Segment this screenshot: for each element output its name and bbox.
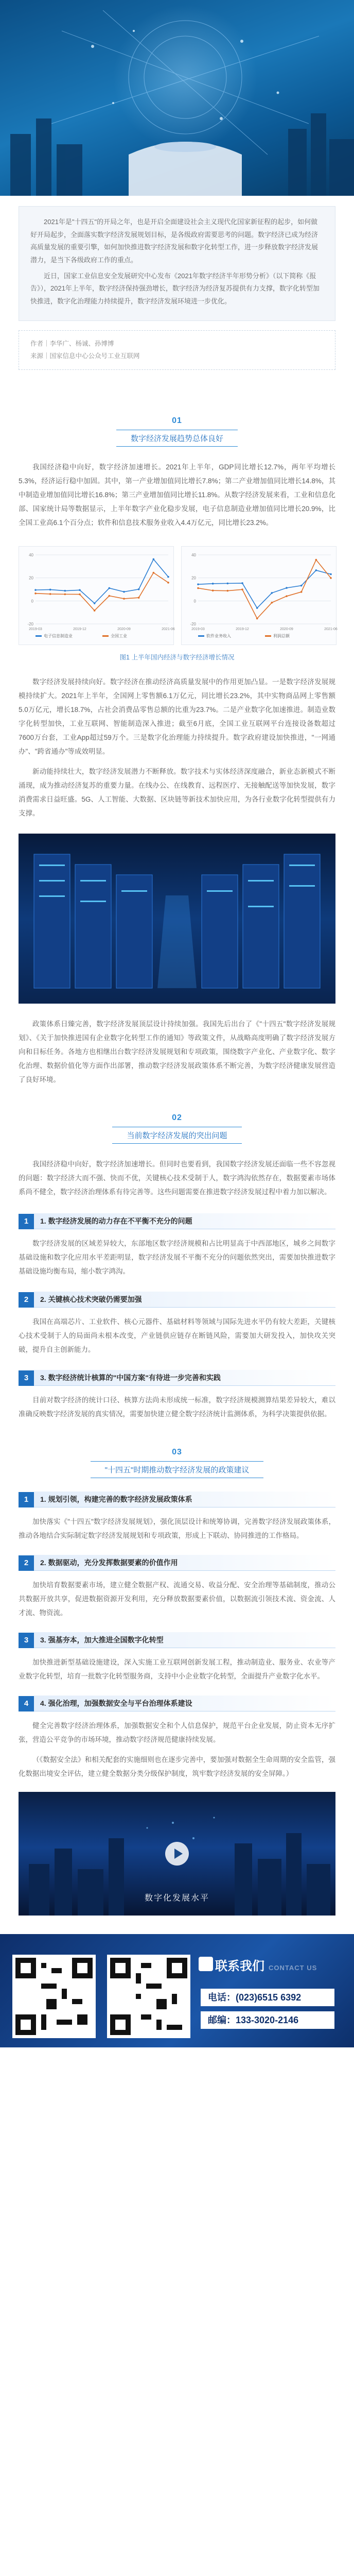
y-tick-label: 0 [193, 599, 196, 604]
section-2-item-2-body [19, 1315, 335, 1357]
section-1-body [19, 460, 335, 530]
qr-code-left [12, 1955, 96, 2038]
section-3-number: 03 [172, 1448, 182, 1457]
y-tick-label: 20 [29, 575, 33, 581]
item-number: 3 [19, 1370, 34, 1386]
section-1-paragraph-1: 我国经济稳中向好，数字经济加速增长。2021年上半年，GDP同比增长12.7%，两年平均增长5.3%，经济运行稳中加固。其中，第一产业增加值同比增长7.8%；第二产业增加值同比增长14.8%，其中制造业增加值同比增长16.8%；第三产业增加值同比增长11.8%。从数字经济发展来看，工业和信息化部、国家统计局等数据显示，上半年数字产业化稳步发展，电子信息制造业增加值同比增长20.9%，比全国工业高6.1个百分点；软件和信息技术服务业收入4.4万亿元，同比增长23.2%。 [19, 463, 335, 527]
section-3-item-1-tag [19, 1492, 335, 1507]
x-tick-label: 2020-09 [117, 628, 131, 632]
section-3-item-4-tag [19, 1696, 335, 1711]
item-heading: 3. 强基夯本，加大推进全国数字化转型 [34, 1632, 335, 1648]
section-2-item-3-body [19, 1393, 335, 1421]
intro-paragraph-1: 2021年是"十四五"的开局之年，也是开启全面建设社会主义现代化国家新征程的起步，如何做好开局起步，全面落实数字经济发展规划目标，是各级政府需要思考的问题。数字经济已成为经济高质量发展的重要引擎，如何加快推进数字经济发展和数字化转型工作，进一步释放数字经济发展潜力，是当下各级政府工作的重点。 [30, 218, 318, 264]
section-1b-paragraph-1: 数字经济发展持续向好。数字经济在推动经济高质量发展中的作用更加凸显。一是数字经济发展规模持续扩大。2021年上半年，全国网上零售额6.1万亿元，同比增长23.2%，其中实物商品网上零售额5.0万亿元，增长18.7%，占社会消费品零售总额的比重为23.7%。二是产业数字化加速推进。制造业数字化转型加快，工业互联网、智能制造深入推进；截至6月底，全国工业互联网平台连接设备数超过7600万台套，工业App超过59万个。三是数字化治理能力持续提升。数字政府建设加快推进，"一网通办"、"跨省通办"等成效明显。 [19, 678, 335, 756]
data-point [123, 591, 125, 593]
section-2-item-1-body [19, 1236, 335, 1278]
x-tick-label: 2020-09 [280, 628, 293, 632]
data-point [123, 598, 125, 600]
section-2-paragraph-1: 我国经济稳中向好，数字经济加速增长。但同时也要看到，我国数字经济发展还面临一些不容忽视的问题：数字经济大而不强、快而不优，关键核心技术受制于人，数字鸿沟依然存在，数据要素市场体系尚不健全，数字经济治理体系有待完善等。这些问题需要在推进数字经济发展过程中着力加以解决。 [19, 1160, 335, 1196]
data-point [330, 577, 332, 579]
y-tick-label: 40 [191, 553, 196, 558]
intro-paragraph-2: 近日，国家工业信息安全发展研究中心发布《2021年数字经济半年形势分析》（以下简称《报告》），2021年上半年，数字经济保持强劲增长，数字经济为经济复苏提供有力支撑，数字化转型加快推进，数字化治理能力持续提升，数字经济发展环境进一步优化。 [30, 272, 320, 306]
data-point [94, 603, 96, 605]
y-tick-label: -20 [190, 622, 196, 627]
phone-1[interactable]: 电话：(023)6515 6392 [201, 1989, 334, 2006]
data-point [271, 592, 273, 594]
data-point [197, 587, 199, 589]
data-point [227, 583, 229, 585]
section-1-header [0, 416, 354, 447]
data-point [64, 594, 66, 596]
series-line-1 [198, 570, 331, 608]
item-heading: 1. 规划引领，构建完善的数字经济发展政策体系 [34, 1492, 335, 1507]
intro-box [19, 206, 335, 321]
item-text: 加快落实《"十四五"数字经济发展规划》，强化顶层设计和统筹协调，完善数字经济发展政策体系，推动各地结合实际制定数字经济发展规划和专项政策，形成上下联动、协同推进的工作格局。 [19, 1518, 335, 1540]
data-point [256, 607, 258, 609]
legend-swatch [198, 635, 204, 637]
data-point [109, 587, 111, 589]
data-point [300, 585, 303, 587]
item-number: 3 [19, 1633, 34, 1648]
section-2-title: 当前数字经济发展的突出问题 [112, 1127, 241, 1144]
item-text: 目前对数字经济的统计口径、核算方法尚未形成统一标准，数字经济规模测算结果差异较大，难以准确反映数字经济发展的真实情况，需要加快建立健全数字经济统计监测体系，为科学决策提供依据。 [19, 1396, 335, 1418]
hero-image [0, 0, 354, 196]
item-heading: 4. 强化治理，加强数据安全与平台治理体系建设 [34, 1696, 335, 1711]
section-1-number: 01 [172, 416, 182, 426]
contact-title [215, 1956, 317, 1974]
server-room-illustration [19, 834, 335, 1004]
section-3-item-1-body [19, 1515, 335, 1543]
data-point [241, 582, 243, 584]
data-point [167, 576, 169, 578]
item-heading: 2. 数据驱动，充分发挥数据要素的价值作用 [34, 1555, 335, 1571]
section-3-item-4-body [19, 1719, 335, 1781]
series-line-2 [198, 560, 331, 619]
item-number: 2 [19, 1555, 34, 1571]
section-1-title: 数字经济发展趋势总体良好 [116, 430, 238, 447]
legend-swatch [102, 635, 109, 637]
chart-right-svg [182, 547, 336, 645]
data-point [212, 583, 214, 585]
data-point [138, 597, 140, 599]
hero-illustration [0, 0, 354, 196]
legend-swatch [36, 635, 42, 637]
item-heading: 1. 数字经济发展的动力存在不平衡不充分的问题 [34, 1213, 335, 1229]
item-text: 我国在高端芯片、工业软件、核心元器件、基础材料等领域与国际先进水平仍有较大差距，关键核心技术受制于人的局面尚未根本改变，产业链供应链存在断链风险，需要加大研发投入，加快攻关突破，提升自主创新能力。 [19, 1318, 335, 1354]
data-point [286, 596, 288, 598]
section-3-item-2-tag [19, 1555, 335, 1571]
section-3-title: "十四五"时期推动数字经济发展的政策建议 [91, 1461, 264, 1478]
section-2-item-3-tag [19, 1370, 335, 1386]
data-point [64, 590, 66, 592]
section-2-item-1-tag [19, 1213, 335, 1229]
data-point [315, 559, 317, 561]
data-point [79, 589, 81, 591]
x-tick-label: 2019-12 [73, 628, 86, 632]
data-point [300, 591, 303, 593]
y-tick-label: 40 [29, 553, 33, 558]
data-point [241, 589, 243, 591]
item-heading: 3. 数字经济统计核算的"中国方案"有待进一步完善和实践 [34, 1370, 335, 1386]
y-tick-label: 0 [31, 599, 33, 604]
section-3-header [0, 1448, 354, 1478]
item-text: 数字经济发展的区域差异较大，东部地区数字经济规模和占比明显高于中西部地区，城乡之间数字基础设施和数字化应用水平差距明显，数字经济发展不平衡不充分的问题依然突出，需要加快推进数字基础设施均衡布局，缩小数字鸿沟。 [19, 1240, 335, 1276]
video-overlay-text: 数字化发展水平 [144, 1894, 209, 1903]
item-text: 加快培育数据要素市场，建立健全数据产权、流通交易、收益分配、安全治理等基础制度，推动公共数据开放共享，促进数据资源开发利用，充分释放数据要素价值，以数据流引领技术流、资金流、人才流、物资流。 [19, 1581, 335, 1617]
y-tick-label: 20 [191, 575, 196, 581]
qr-code-icon [110, 1958, 187, 2035]
legend-label: 全国工业 [111, 634, 127, 639]
section-3-item-2-body [19, 1578, 335, 1620]
author-line: 作者｜李华广、杨诚、孙博博 [30, 340, 114, 347]
data-point [153, 572, 155, 574]
contact-subtitle: CONTACT US [269, 1964, 317, 1972]
section-3-item-3-tag [19, 1632, 335, 1648]
chart-right [181, 546, 337, 645]
series-line-2 [36, 573, 168, 611]
section-2-number: 02 [172, 1113, 182, 1123]
data-point [79, 594, 81, 596]
chart-left [19, 546, 174, 645]
data-point [138, 588, 140, 590]
qr-code-icon [15, 1958, 93, 2035]
data-point [167, 582, 169, 584]
item-heading: 2. 关键核心技术突破仍需要加强 [34, 1292, 335, 1308]
data-point [315, 569, 317, 571]
contact-banner [0, 1934, 354, 2047]
item-number: 1 [19, 1214, 34, 1229]
charts-row [19, 546, 338, 649]
legend-swatch [265, 635, 271, 637]
legend-label: 软件业务收入 [206, 634, 231, 639]
data-point [227, 590, 229, 592]
item-number: 1 [19, 1492, 34, 1507]
section-2-item-2-tag [19, 1292, 335, 1308]
section-1b-paragraph-2: 新动能持续壮大，数字经济发展潜力不断释放。数字技术与实体经济深度融合，新业态新模式不断涌现，成为推动经济复苏的重要力量。在线办公、在线教育、远程医疗、无接触配送等加快发展，数字消费需求日益旺盛。5G、人工智能、大数据、区块链等新技术加快应用，为各行业数字化转型提供有力支撑。 [19, 768, 335, 818]
data-center-image [19, 834, 335, 1004]
chart-left-svg [19, 547, 173, 645]
item-number: 2 [19, 1292, 34, 1308]
book-icon [199, 1957, 213, 1971]
y-tick-label: -20 [27, 622, 33, 627]
data-point [212, 590, 214, 592]
item-number: 4 [19, 1696, 34, 1711]
play-button[interactable] [165, 1842, 189, 1866]
data-point [34, 589, 37, 591]
charts-caption: 图1 上半年国内经济与数字经济增长情况 [119, 654, 235, 662]
section-1b-body [19, 675, 335, 820]
data-point [271, 602, 273, 604]
section-1c-body [19, 1017, 335, 1087]
x-tick-label: 2019-03 [191, 628, 205, 632]
qr-code-right [107, 1955, 190, 2038]
section-3-item-3-body [19, 1655, 335, 1683]
data-point [330, 573, 332, 575]
phone-2[interactable]: 邮编：133-3020-2146 [201, 2011, 334, 2029]
legend-label: 电子信息制造业 [44, 634, 73, 639]
data-point [256, 618, 258, 620]
data-point [49, 589, 51, 591]
x-tick-label: 2019-12 [236, 628, 249, 632]
source-line: 来源｜国家信息中心公众号工业互联网 [30, 352, 140, 360]
data-point [286, 587, 288, 589]
x-tick-label: 2021-06 [324, 628, 338, 632]
closing-paragraph: （《数据安全法》和相关配套的实施细则也在逐步完善中，要加强对数据全生命周期的安全监管，强化数据出境安全评估，建立健全数据分类分级保护制度，筑牢数字经济发展的安全屏障。） [19, 1756, 335, 1778]
video-player[interactable] [19, 1792, 335, 1916]
article-meta [19, 330, 335, 370]
legend-label: 利润总额 [273, 634, 290, 639]
contact-title-text: 联系我们 [215, 1959, 264, 1974]
item-text: 健全完善数字经济治理体系，加强数据安全和个人信息保护，规范平台企业发展，防止资本无序扩张，营造公平竞争的市场环境，推动数字经济规范健康持续发展。 [19, 1722, 335, 1744]
data-point [153, 558, 155, 561]
data-point [49, 593, 51, 595]
section-2-header [0, 1113, 354, 1144]
section-1c-paragraph-1: 政策体系日臻完善，数字经济发展顶层设计持续加强。我国先后出台了《"十四五"数字经济发展规划》、《关于加快推进国有企业数字化转型工作的通知》等政策文件，从战略高度明确了数字经济发展方向和目标任务。各地方也相继出台数字经济发展规划和专项政策，围绕数字产业化、产业数字化、数字化治理、数据价值化等方面作出部署，推动数字经济发展政策体系不断完善，为数字经济健康发展营造了良好环境。 [19, 1020, 335, 1084]
data-point [109, 595, 111, 597]
data-point [94, 610, 96, 612]
data-point [197, 584, 199, 586]
section-2-body [19, 1157, 335, 1199]
x-tick-label: 2021-06 [162, 628, 175, 632]
item-text: 加快推进新型基础设施建设，深入实施工业互联网创新发展工程，推动制造业、服务业、农业等产业数字化转型，培育一批数字化转型服务商，支持中小企业数字化转型，全面提升产业数字化水平。 [19, 1658, 335, 1681]
data-point [34, 592, 37, 595]
x-tick-label: 2019-03 [29, 628, 42, 632]
